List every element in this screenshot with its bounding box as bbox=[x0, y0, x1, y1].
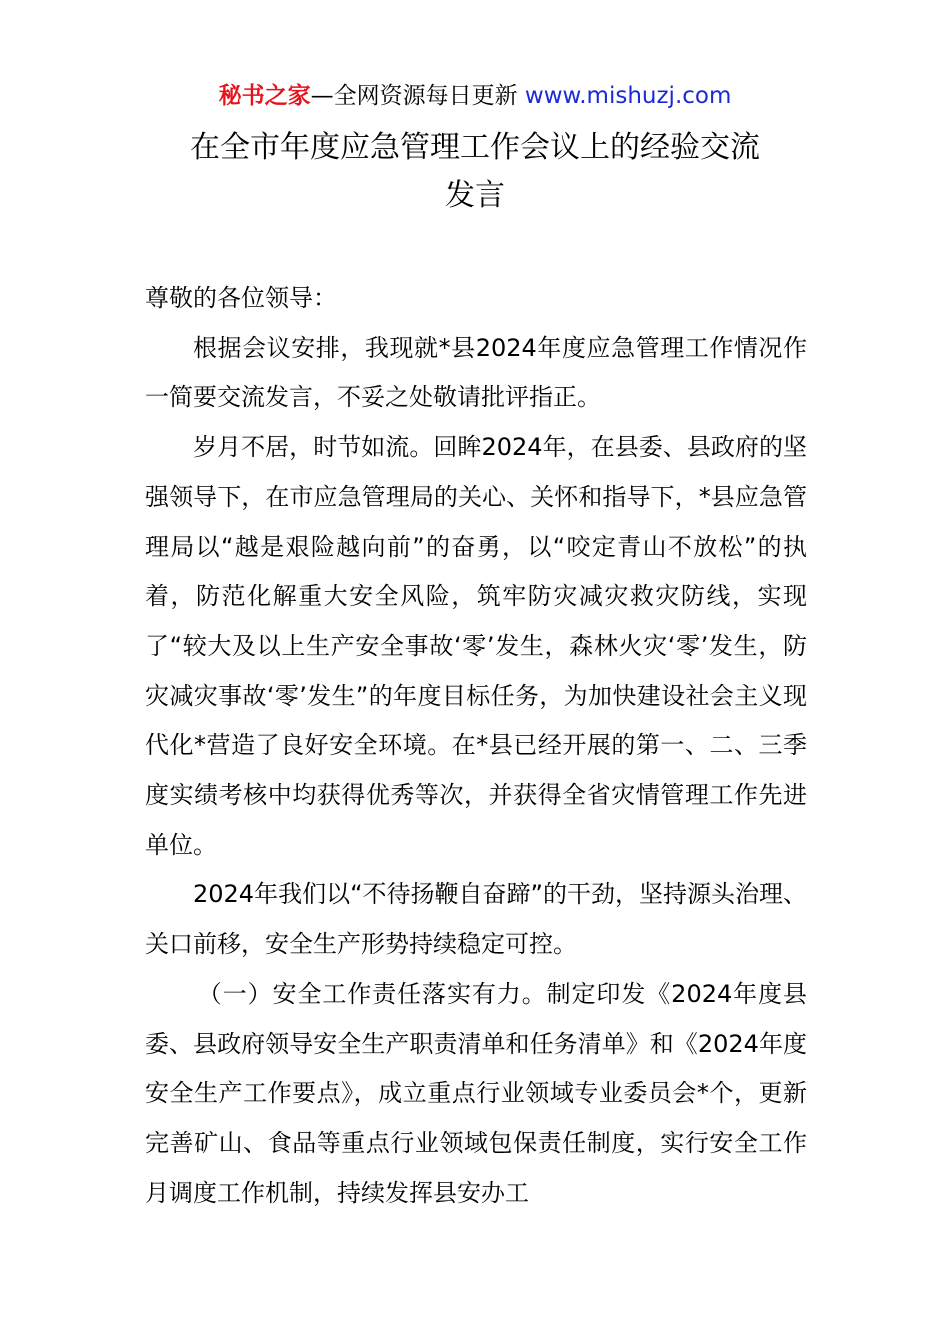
document-title bbox=[0, 124, 950, 220]
document-body bbox=[145, 274, 807, 1218]
body-paragraph: 根据会议安排，我现就*县2024年度应急管理工作情况作一简要交流发言，不妥之处敬请批评指正。 bbox=[145, 333, 807, 412]
document-title-line-1: 在全市年度应急管理工作会议上的经验交流 bbox=[190, 130, 760, 165]
salutation: 尊敬的各位领导： bbox=[145, 284, 337, 312]
site-tagline: —全网资源每日更新 bbox=[310, 83, 525, 109]
body-paragraph: 2024年我们以“不待扬鞭自奋蹄”的干劲，坚持源头治理、关口前移，安全生产形势持续稳定可控。 bbox=[145, 880, 807, 959]
document-title-line-2: 发言 bbox=[445, 178, 505, 213]
section-paragraph: （一）安全工作责任落实有力。制定印发《2024年度县委、县政府领导安全生产职责清单和任务清单》和《2024年度安全生产工作要点》，成立重点行业领域专业委员会*个，更新完善矿山、食品等重点行业领域包保责任制度，实行安全工作月调度工作机制，持续发挥县安办工 bbox=[145, 979, 807, 1207]
site-url-link[interactable]: www.mishuzj.com bbox=[524, 83, 732, 109]
site-brand: 秘书之家 bbox=[218, 83, 311, 109]
site-header bbox=[0, 80, 950, 112]
body-paragraph: 岁月不居，时节如流。回眸2024年，在县委、县政府的坚强领导下，在市应急管理局的关心、关怀和指导下，*县应急管理局以“越是艰险越向前”的奋勇，以“咬定青山不放松”的执着，防范化解重大安全风险，筑牢防灾减灾救灾防线，实现了“较大及以上生产安全事故‘零’发生，森林火灾‘零’发生，防灾减灾事故‘零’发生”的年度目标任务，为加快建设社会主义现代化*营造了良好安全环境。在*县已经开展的第一、二、三季度实绩考核中均获得优秀等次，并获得全省灾情管理工作先进单位。 bbox=[145, 433, 807, 859]
